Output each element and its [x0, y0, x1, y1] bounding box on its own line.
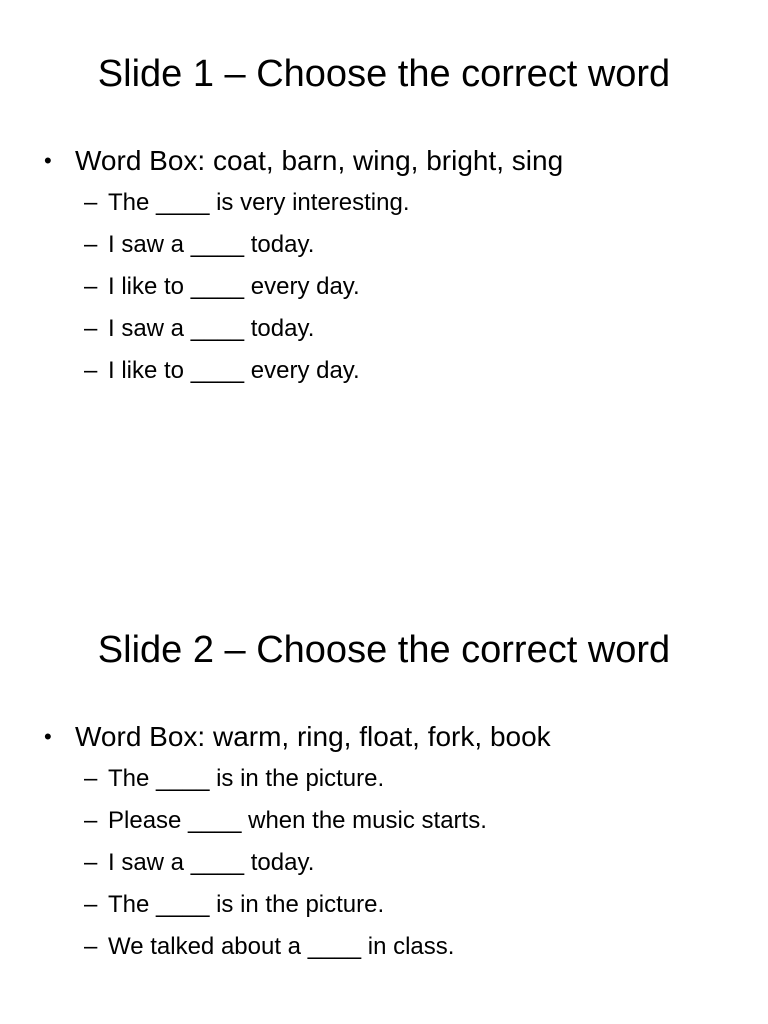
dash-icon: – — [84, 231, 98, 258]
sentence-list — [44, 758, 748, 968]
dash-icon: – — [84, 807, 98, 834]
dash-icon: – — [84, 933, 98, 960]
sentence-item — [44, 350, 748, 392]
sentence-text: We talked about a ____ in class. — [108, 933, 455, 960]
word-box-bullet — [44, 716, 748, 758]
slide-title: Slide 2 – Choose the correct word — [97, 629, 671, 671]
slide-content — [44, 140, 748, 392]
slide-2 — [0, 576, 768, 1024]
sentence-text: The ____ is in the picture. — [108, 765, 385, 792]
sentence-text: I like to ____ every day. — [108, 357, 360, 384]
bullet-icon: • — [44, 724, 52, 749]
word-box-text: Word Box: warm, ring, float, fork, book — [75, 721, 551, 752]
dash-icon: – — [84, 765, 98, 792]
bullet-icon: • — [44, 148, 52, 173]
sentence-item — [44, 224, 748, 266]
slide-title: Slide 1 – Choose the correct word — [97, 53, 671, 95]
sentence-item — [44, 266, 748, 308]
sentence-item — [44, 308, 748, 350]
dash-icon: – — [84, 849, 98, 876]
sentence-item — [44, 182, 748, 224]
dash-icon: – — [84, 891, 98, 918]
sentence-text: I like to ____ every day. — [108, 273, 360, 300]
sentence-text: I saw a ____ today. — [108, 849, 315, 876]
word-box-text: Word Box: coat, barn, wing, bright, sing — [75, 145, 564, 176]
sentence-text: The ____ is very interesting. — [108, 189, 410, 216]
dash-icon: – — [84, 315, 98, 342]
slide-content — [44, 716, 748, 968]
sentence-item — [44, 842, 748, 884]
sentence-item — [44, 926, 748, 968]
sentence-text: I saw a ____ today. — [108, 315, 315, 342]
word-box-bullet — [44, 140, 748, 182]
sentence-item — [44, 758, 748, 800]
sentence-list — [44, 182, 748, 392]
sentence-text: Please ____ when the music starts. — [108, 807, 487, 834]
sentence-text: The ____ is in the picture. — [108, 891, 385, 918]
sentence-text: I saw a ____ today. — [108, 231, 315, 258]
dash-icon: – — [84, 273, 98, 300]
sentence-item — [44, 800, 748, 842]
dash-icon: – — [84, 357, 98, 384]
dash-icon: – — [84, 189, 98, 216]
sentence-item — [44, 884, 748, 926]
